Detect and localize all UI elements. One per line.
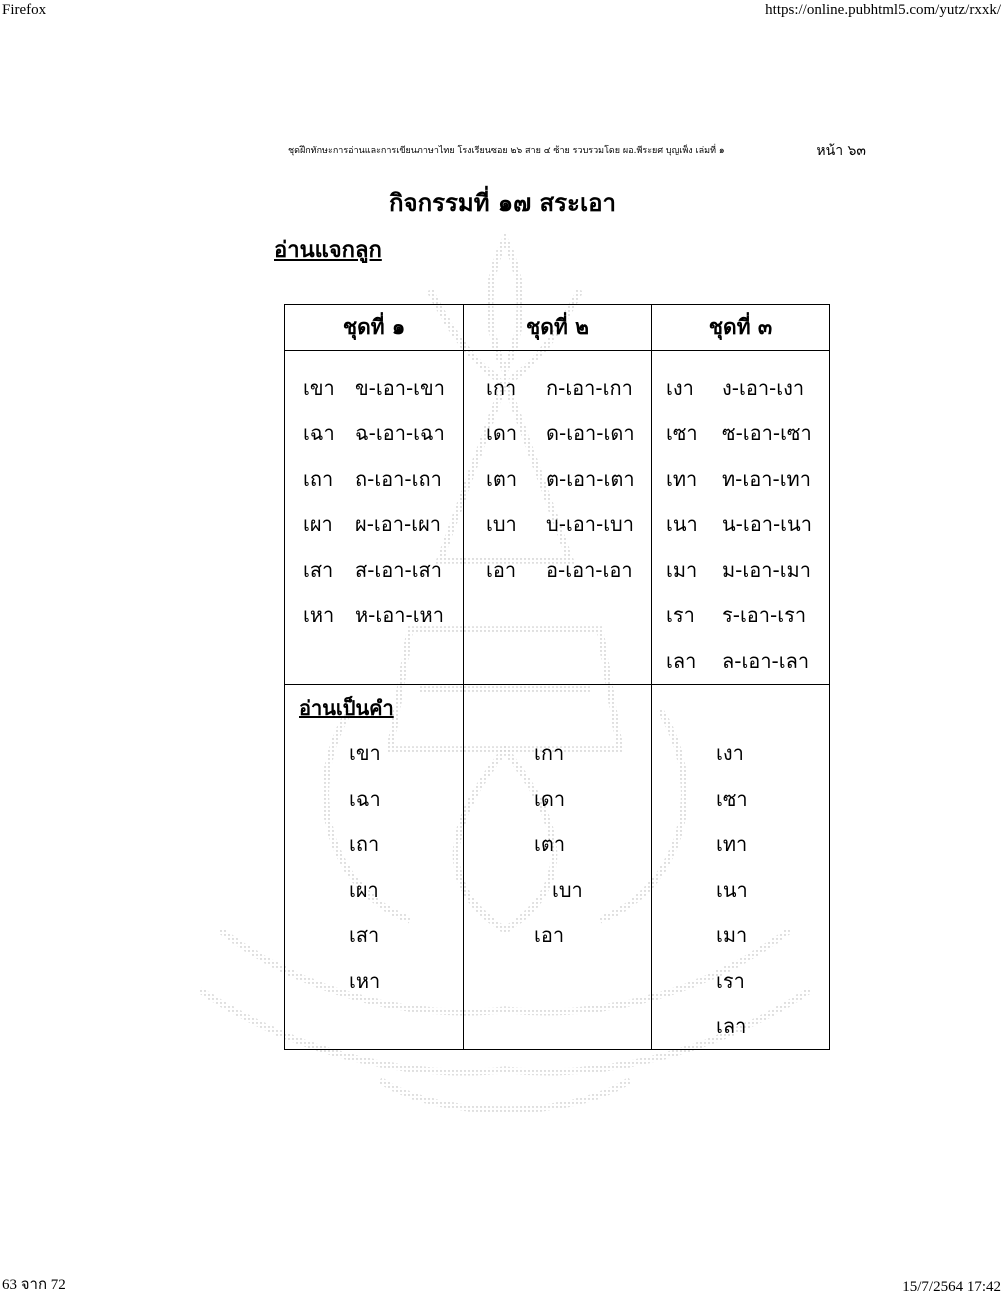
list-item: เถา xyxy=(349,832,380,857)
list-item: เนา xyxy=(716,877,748,902)
list-item xyxy=(285,456,463,502)
word: เฉา xyxy=(303,421,335,446)
words-set-2 xyxy=(464,684,652,1050)
spelling-set-2 xyxy=(464,351,652,685)
list-item xyxy=(285,365,463,411)
page-counter: 63 จาก 72 xyxy=(2,1277,66,1293)
list-item xyxy=(464,456,651,502)
spelling: ผ-เอา-เผา xyxy=(355,512,442,537)
word: เตา xyxy=(486,466,518,491)
list-item: เทา xyxy=(716,832,748,857)
word: เอา xyxy=(486,557,517,582)
spelling: ม-เอา-เมา xyxy=(722,557,811,582)
list-item: เซา xyxy=(716,786,748,811)
word: เผา xyxy=(303,512,333,537)
spelling: ล-เอา-เลา xyxy=(722,648,810,673)
list-item xyxy=(285,593,463,639)
word: เงา xyxy=(666,375,694,400)
document-page-number: หน้า ๖๓ xyxy=(816,143,866,159)
spelling: ด-เอา-เดา xyxy=(546,421,635,446)
print-datetime: 15/7/2564 17:42 xyxy=(902,1279,1001,1295)
read-as-words-label: อ่านเป็นคำ xyxy=(299,695,394,720)
header-set-3: ชุดที่ ๓ xyxy=(652,305,830,351)
list-item: เดา xyxy=(534,786,566,811)
word: เนา xyxy=(666,512,698,537)
list-item xyxy=(285,502,463,548)
spelling: น-เอา-เนา xyxy=(722,512,812,537)
spelling: ต-เอา-เตา xyxy=(546,466,635,491)
list-item xyxy=(652,638,829,684)
browser-app-name: Firefox xyxy=(2,2,47,18)
list-item xyxy=(652,547,829,593)
spelling: ร-เอา-เรา xyxy=(722,603,807,628)
list-item xyxy=(285,547,463,593)
spelling: ท-เอา-เทา xyxy=(722,466,811,491)
activity-title: กิจกรรมที่ ๑๗ สระเอา xyxy=(388,189,617,217)
spelling-row xyxy=(285,351,830,685)
list-item: เงา xyxy=(716,741,744,766)
word: เมา xyxy=(666,557,698,582)
list-item: เมา xyxy=(716,923,748,948)
list-item xyxy=(464,547,651,593)
words-set-3 xyxy=(652,684,830,1050)
words-set-1 xyxy=(285,684,464,1050)
word: เทา xyxy=(666,466,698,491)
header-set-2: ชุดที่ ๒ xyxy=(464,305,652,351)
word: เดา xyxy=(486,421,518,446)
document-header xyxy=(288,143,866,157)
list-item xyxy=(652,593,829,639)
section-label: อ่านแจกลูก xyxy=(274,238,382,263)
list-item: เตา xyxy=(534,832,566,857)
word: เหา xyxy=(303,603,335,628)
spelling: ส-เอา-เสา xyxy=(355,557,442,582)
list-item xyxy=(464,411,651,457)
page-url: https://online.pubhtml5.com/yutz/rxxk/ xyxy=(765,2,1001,18)
list-item: เรา xyxy=(716,968,745,993)
spelling: ซ-เอา-เซา xyxy=(722,421,812,446)
list-item: เอา xyxy=(534,923,565,948)
spelling: ก-เอา-เกา xyxy=(546,375,633,400)
word: เสา xyxy=(303,557,334,582)
spelling: ง-เอา-เงา xyxy=(722,375,805,400)
list-item xyxy=(652,502,829,548)
list-item: เฉา xyxy=(349,786,381,811)
word: เกา xyxy=(486,375,517,400)
word: เรา xyxy=(666,603,695,628)
list-item xyxy=(652,456,829,502)
table-header-row xyxy=(285,305,830,351)
list-item: เผา xyxy=(349,877,379,902)
word: เซา xyxy=(666,421,698,446)
header-set-1: ชุดที่ ๑ xyxy=(285,305,464,351)
list-item xyxy=(464,502,651,548)
list-item xyxy=(652,365,829,411)
word: เขา xyxy=(303,375,335,400)
document-header-text: ชุดฝึกทักษะการอ่านและการเขียนภาษาไทย โรงเรียนซอย ๒๖ สาย ๔ ซ้าย รวบรวมโดย ผอ.พีระยศ บุญเพ็ง เล่มที่ ๑ xyxy=(288,146,725,156)
spelling-table xyxy=(284,304,830,1050)
word: เบา xyxy=(486,512,517,537)
spelling: อ-เอา-เอา xyxy=(546,557,633,582)
list-item: เลา xyxy=(716,1014,747,1039)
list-item: เสา xyxy=(349,923,380,948)
word: เลา xyxy=(666,648,697,673)
spelling: บ-เอา-เบา xyxy=(546,512,634,537)
spelling-set-3 xyxy=(652,351,830,685)
list-item xyxy=(285,411,463,457)
spelling-set-1 xyxy=(285,351,464,685)
word: เถา xyxy=(303,466,334,491)
list-item: เบา xyxy=(552,877,583,902)
spelling: ห-เอา-เหา xyxy=(355,603,444,628)
words-row xyxy=(285,684,830,1050)
spelling: ถ-เอา-เถา xyxy=(355,466,442,491)
spelling: ฉ-เอา-เฉา xyxy=(355,421,445,446)
list-item: เขา xyxy=(349,741,381,766)
list-item: เกา xyxy=(534,741,565,766)
spelling: ข-เอา-เขา xyxy=(355,375,445,400)
list-item xyxy=(652,411,829,457)
list-item: เหา xyxy=(349,968,381,993)
list-item xyxy=(464,365,651,411)
